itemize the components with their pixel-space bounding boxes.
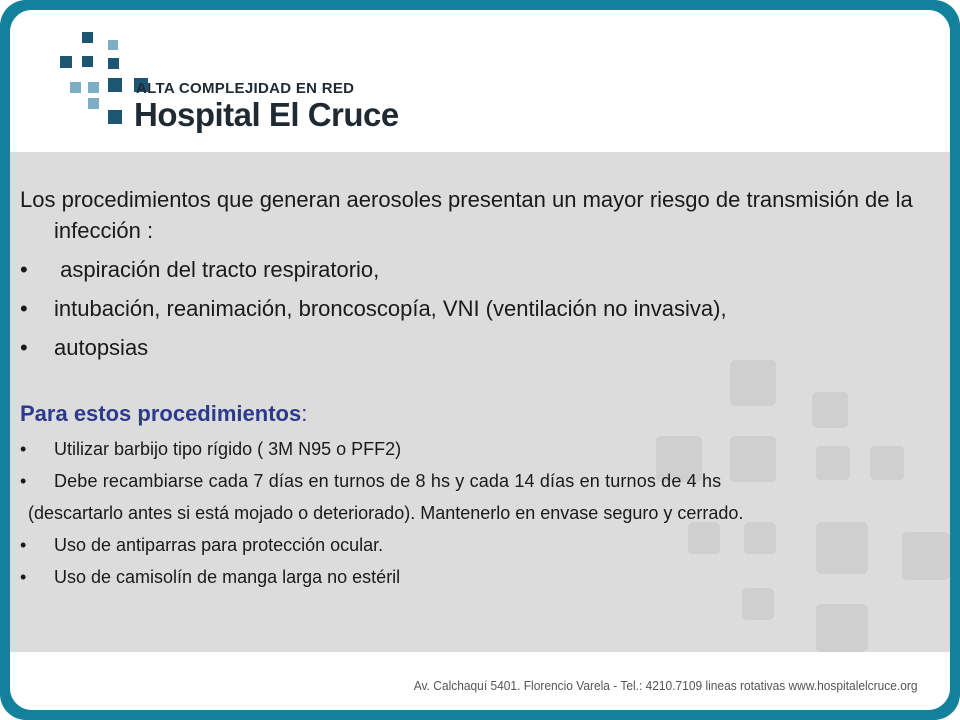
section-heading (20, 399, 930, 429)
list-item (20, 533, 930, 557)
note-paragraph: (descartarlo antes si está mojado o deteriorado). Mantenerlo en envase seguro y cerrado. (28, 503, 744, 523)
slide-content (20, 184, 930, 589)
logo-square-icon (82, 56, 93, 67)
section-heading-text: Para estos procedimientos (20, 401, 302, 426)
logo-square-icon (108, 78, 122, 92)
decorative-square (816, 604, 868, 652)
list-item (20, 254, 930, 285)
logo-tagline: ALTA COMPLEJIDAD EN RED (136, 80, 355, 97)
list-item (20, 469, 930, 493)
logo-square-icon (108, 110, 122, 124)
logo-square-icon (88, 82, 99, 93)
list-item-text: Debe recambiarse cada 7 días en turnos de 8 hs y cada 14 días en turnos de 4 hs (54, 471, 722, 491)
logo-square-icon (108, 40, 118, 50)
footer-address: Av. Calchaquí 5401. Florencio Varela - Tel.: 4210.7109 lineas rotativas www.hospitalelcruce.org (414, 678, 918, 693)
bullet: • (20, 471, 27, 491)
bullet: • (20, 257, 28, 282)
list-item-text: autopsias (54, 335, 149, 360)
logo-square-icon (108, 58, 119, 69)
list-item (20, 293, 930, 324)
bullet: • (20, 335, 28, 360)
bullet: • (20, 296, 28, 321)
list-item (20, 332, 930, 363)
decorative-square (742, 588, 774, 620)
list-item-text: Uso de antiparras para protección ocular. (54, 535, 384, 555)
bullet: • (20, 567, 27, 587)
logo-square-icon (70, 82, 81, 93)
intro-paragraph: Los procedimientos que generan aerosoles presentan un mayor riesgo de transmisión de la infección : (20, 187, 913, 243)
logo-square-icon (88, 98, 99, 109)
list-item-text: Utilizar barbijo tipo rígido ( 3M N95 o PFF2) (54, 439, 402, 459)
footer (10, 652, 950, 710)
section-heading-colon: : (301, 401, 308, 426)
logo-name: Hospital El Cruce (134, 96, 399, 133)
list-item (20, 437, 930, 461)
logo-square-icon (60, 56, 72, 68)
list-item-text: aspiración del tracto respiratorio, (54, 257, 380, 282)
list-item (20, 565, 930, 589)
header (10, 10, 950, 152)
list-item-text: intubación, reanimación, broncoscopía, VNI (ventilación no invasiva), (54, 296, 727, 321)
logo-square-icon (82, 32, 93, 43)
list-item-text: Uso de camisolín de manga larga no estéril (54, 567, 401, 587)
bullet: • (20, 535, 27, 555)
bullet: • (20, 439, 27, 459)
